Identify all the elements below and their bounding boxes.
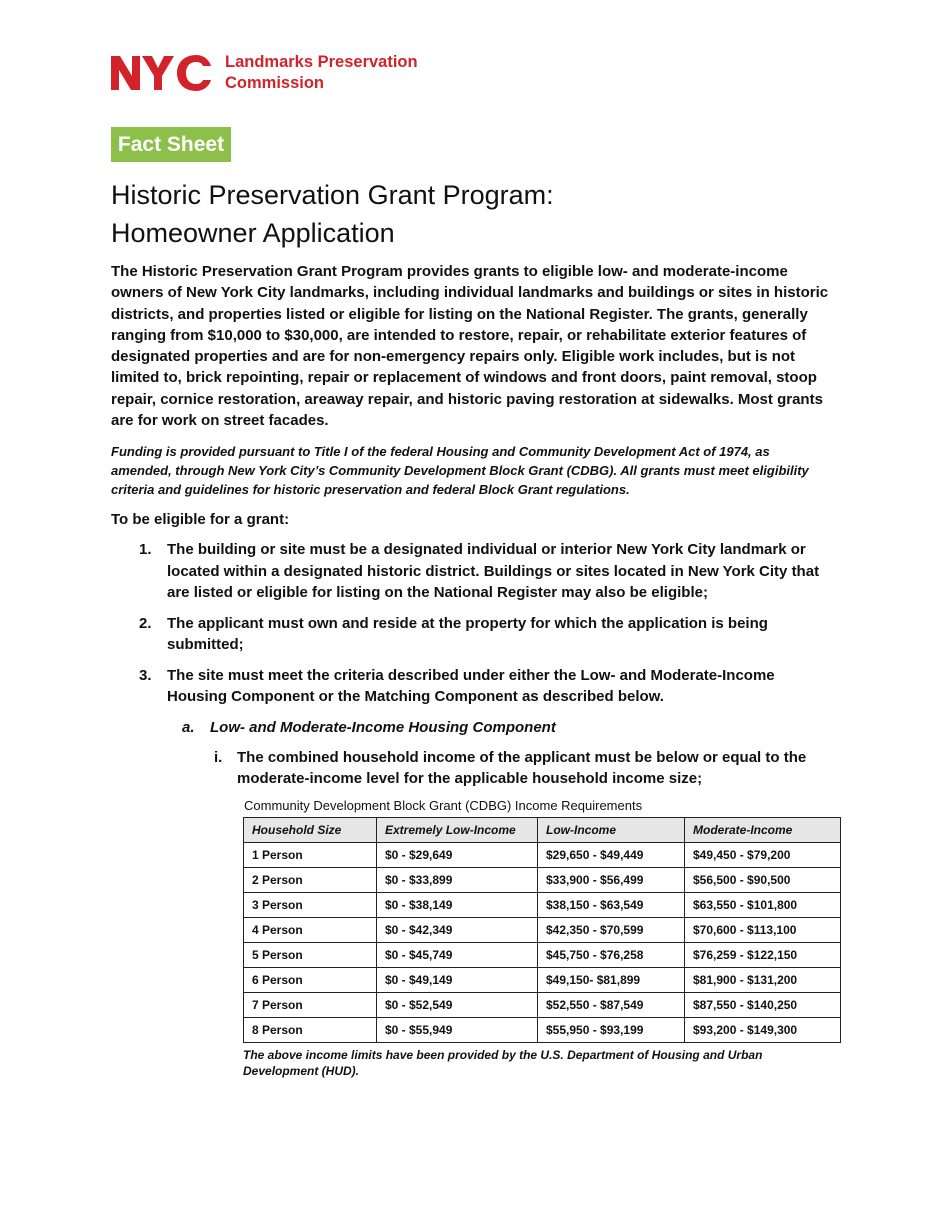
table-cell: 2 Person [244, 868, 377, 893]
table-cell: $55,950 - $93,199 [538, 1018, 685, 1043]
table-cell: $70,600 - $113,100 [685, 918, 841, 943]
table-cell: $33,900 - $56,499 [538, 868, 685, 893]
table-cell: $93,200 - $149,300 [685, 1018, 841, 1043]
table-cell: $0 - $45,749 [377, 943, 538, 968]
table-cell: $87,550 - $140,250 [685, 993, 841, 1018]
table-cell: $38,150 - $63,549 [538, 893, 685, 918]
page-title [111, 176, 554, 252]
table-cell: $52,550 - $87,549 [538, 993, 685, 1018]
list-number: 1. [139, 541, 152, 559]
list-number: 2. [139, 614, 152, 632]
table-row [244, 843, 841, 868]
table-cell: $63,550 - $101,800 [685, 893, 841, 918]
table-cell: 7 Person [244, 993, 377, 1018]
table-row [244, 968, 841, 993]
table-cell: $81,900 - $131,200 [685, 968, 841, 993]
table-note: The above income limits have been provided by the U.S. Department of Housing and Urban Development (HUD). [243, 1048, 763, 1078]
table-cell: 5 Person [244, 943, 377, 968]
table-cell: 4 Person [244, 918, 377, 943]
page-title-line2: Homeowner Application [111, 218, 395, 248]
table-cell: $42,350 - $70,599 [538, 918, 685, 943]
list-text: The site must meet the criteria described under either the Low- and Moderate-Income Housing Component or the Matching Component as described below. [167, 666, 775, 706]
fact-sheet-badge: Fact Sheet [111, 127, 231, 162]
income-table [243, 817, 841, 1043]
table-header-cell: Household Size [244, 818, 377, 843]
income-table-section [243, 797, 840, 1079]
table-header-cell: Low-Income [538, 818, 685, 843]
table-cell: $0 - $29,649 [377, 843, 538, 868]
table-row [244, 993, 841, 1018]
table-cell: $0 - $49,149 [377, 968, 538, 993]
intro-paragraph: The Historic Preservation Grant Program provides grants to eligible low- and moderate-income owners of New York City landmarks, including individual landmarks and buildings or sites in historic districts, and properties listed or eligible for listing on the National Register. The grants, generally ranging from $10,000 to $30,000, are intended to restore, repair, or rehabilitate exterior features of designated properties and are for non-emergency repairs only. Eligible work includes, but is not limited to, brick repointing, repair or replacement of windows and front doors, paint removal, stoop repair, cornice restoration, areaway repair, and historic paving restoration at sidewalks. Most grants are for work on street facades. [111, 263, 829, 430]
agency-name [225, 52, 418, 94]
table-cell: $49,150- $81,899 [538, 968, 685, 993]
table-cell: 1 Person [244, 843, 377, 868]
nyc-logo [111, 54, 213, 92]
table-header-cell: Moderate-Income [685, 818, 841, 843]
table-row [244, 918, 841, 943]
list-text: The building or site must be a designated individual or interior New York City landmark or located within a designated historic district. Buildings or sites located in New York City that are listed or eligible for listing on the National Register may also be eligible; [167, 541, 820, 602]
eligibility-heading: To be eligible for a grant: [111, 511, 290, 529]
list-text: The applicant must own and reside at the property for which the application is being submitted; [167, 614, 768, 654]
table-cell: $0 - $52,549 [377, 993, 538, 1018]
table-cell: $0 - $55,949 [377, 1018, 538, 1043]
table-caption: Community Development Block Grant (CDBG) Income Requirements [244, 798, 643, 813]
table-row [244, 1018, 841, 1043]
table-cell: 3 Person [244, 893, 377, 918]
table-cell: $49,450 - $79,200 [685, 843, 841, 868]
table-row [244, 893, 841, 918]
table-cell: $45,750 - $76,258 [538, 943, 685, 968]
table-cell: $76,259 - $122,150 [685, 943, 841, 968]
sub-item-a [111, 717, 831, 738]
header [111, 52, 418, 94]
table-cell: $0 - $33,899 [377, 868, 538, 893]
eligibility-item-3 [111, 665, 831, 708]
eligibility-item-2 [111, 613, 831, 656]
table-cell: $56,500 - $90,500 [685, 868, 841, 893]
table-cell: $0 - $42,349 [377, 918, 538, 943]
list-roman: i. [214, 748, 223, 766]
table-cell: 8 Person [244, 1018, 377, 1043]
agency-name-line1: Landmarks Preservation [225, 53, 418, 71]
table-header-cell: Extremely Low-Income [377, 818, 538, 843]
table-row [244, 868, 841, 893]
sub-item-a-text: Low- and Moderate-Income Housing Component [210, 718, 556, 736]
main-content [111, 261, 831, 790]
list-letter: a. [182, 718, 195, 736]
sub-item-i-text: The combined household income of the applicant must be below or equal to the moderate-income level for the applicable household income size; [237, 748, 807, 788]
table-header-row [244, 818, 841, 843]
list-number: 3. [139, 666, 152, 684]
funding-paragraph: Funding is provided pursuant to Title I of the federal Housing and Community Development Act of 1974, as amended, through New York City’s Community Development Block Grant (CDBG). All grants must meet eligibility criteria and guidelines for historic preservation and federal Block Grant regulations. [111, 444, 809, 498]
sub-item-i [111, 747, 831, 790]
agency-name-line2: Commission [225, 74, 325, 92]
table-cell: $29,650 - $49,449 [538, 843, 685, 868]
page-title-line1: Historic Preservation Grant Program: [111, 180, 554, 210]
table-cell: $0 - $38,149 [377, 893, 538, 918]
eligibility-item-1 [111, 539, 831, 604]
table-cell: 6 Person [244, 968, 377, 993]
table-row [244, 943, 841, 968]
